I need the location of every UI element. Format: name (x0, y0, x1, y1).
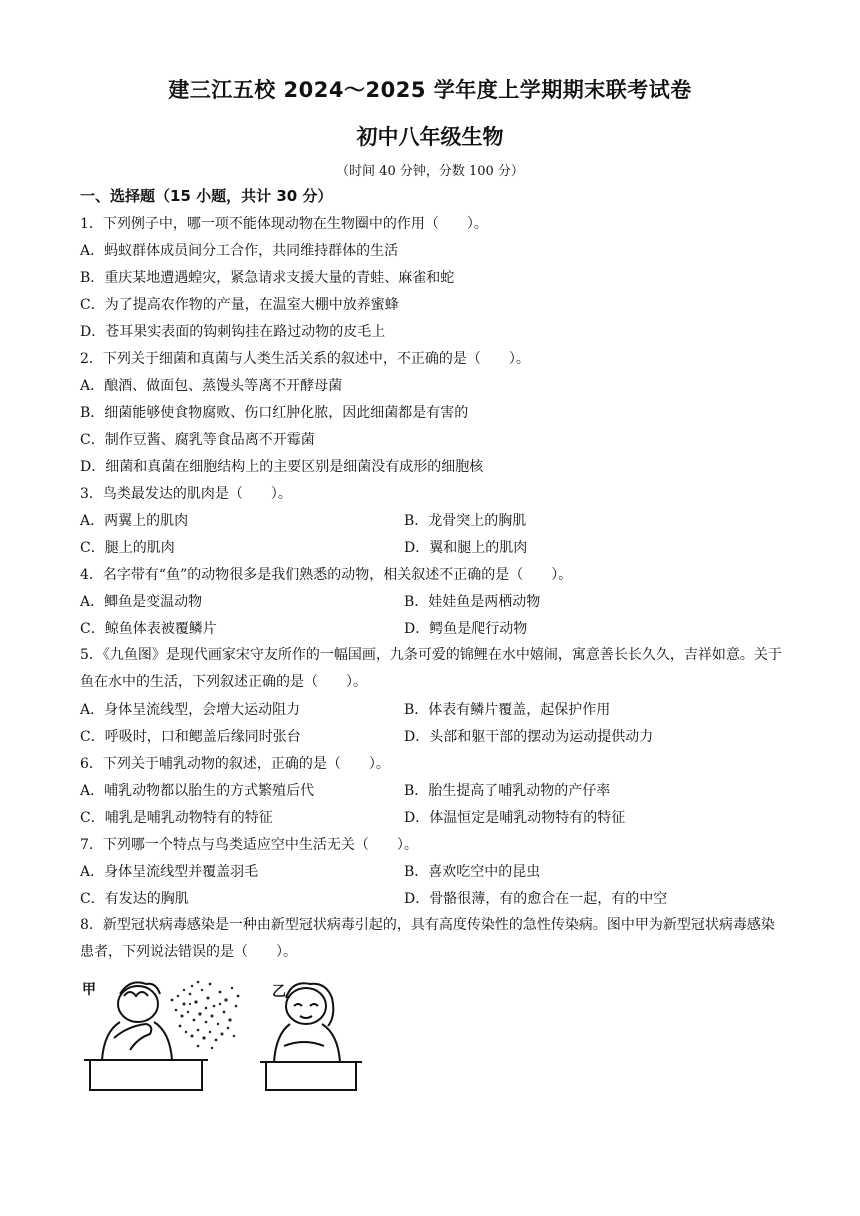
q5-stem: 5．《九鱼图》是现代画家宋守友所作的一幅国画，九条可爱的锦鲤在水中嬉闹，寓意善长长久久，吉祥如意。关于鱼在水中的生活，下列叙述正确的是（ ）。 (80, 647, 782, 690)
q1-option-b: B．重庆某地遭遇蝗灾，紧急请求支援大量的青蛙、麻雀和蛇 (80, 270, 455, 286)
q2-option-c: C．制作豆酱、腐乳等食品离不开霉菌 (80, 432, 315, 448)
q1-stem: 1．下列例子中，哪一项不能体现动物在生物圈中的作用（ ）。 (80, 216, 488, 232)
figure-label-jia: 甲 (82, 982, 96, 998)
exam-title: 建三江五校 2024～2025 学年度上学期期末联考试卷 (168, 78, 692, 102)
section-heading: 一、选择题（15 小题，共计 30 分） (80, 187, 333, 205)
patient-jia-illustration (84, 981, 239, 1090)
q2-option-a: A．酿酒、做面包、蒸馒头等离不开酵母菌 (80, 378, 343, 394)
q3-option-c: C．腿上的肌肉 (80, 540, 175, 556)
q7-option-c: C．有发达的胸肌 (80, 891, 189, 907)
q6-stem: 6．下列关于哺乳动物的叙述，正确的是（ ）。 (80, 756, 390, 772)
q4-option-a: A．鲫鱼是变温动物 (80, 594, 203, 610)
q3-option-b: B．龙骨突上的胸肌 (404, 513, 527, 529)
q4-option-c: C．鲸鱼体表被覆鳞片 (80, 621, 217, 637)
q5-option-d: D．头部和躯干部的摆动为运动提供动力 (404, 729, 654, 745)
q8-figure (80, 976, 370, 1094)
q5-option-c: C．呼吸时，口和鳃盖后缘同时张台 (80, 729, 301, 745)
figure-label-yi: 乙 (272, 984, 286, 1000)
q3-stem: 3．鸟类最发达的肌肉是（ ）。 (80, 486, 292, 502)
q4-option-b: B．娃娃鱼是两栖动物 (404, 594, 541, 610)
q3-option-d: D．翼和腿上的肌肉 (404, 540, 528, 556)
exam-subject: 初中八年级生物 (356, 125, 504, 149)
q7-option-a: A．身体呈流线型并覆盖羽毛 (80, 864, 259, 880)
q2-stem: 2．下列关于细菌和真菌与人类生活关系的叙述中，不正确的是（ ）。 (80, 351, 530, 367)
q1-option-d: D．苍耳果实表面的钩刺钩挂在路过动物的皮毛上 (80, 324, 386, 340)
q2-option-d: D．细菌和真菌在细胞结构上的主要区别是细菌没有成形的细胞核 (80, 459, 484, 475)
q4-option-d: D．鳄鱼是爬行动物 (404, 621, 528, 637)
q5-option-a: A．身体呈流线型，会增大运动阻力 (80, 702, 301, 718)
q8-stem: 8．新型冠状病毒感染是一种由新型冠状病毒引起的，具有高度传染性的急性传染病。图中甲为新型冠状病毒感染患者，下列说法错误的是（ ）。 (80, 917, 775, 960)
q7-option-b: B．喜欢吃空中的昆虫 (404, 864, 541, 880)
q7-stem: 7．下列哪一个特点与鸟类适应空中生活无关（ ）。 (80, 837, 418, 853)
q4-stem: 4．名字带有“鱼”的动物很多是我们熟悉的动物，相关叙述不正确的是（ ）。 (80, 567, 573, 583)
q7-option-d: D．骨骼很薄，有的愈合在一起，有的中空 (404, 891, 668, 907)
q3-option-a: A．两翼上的肌肉 (80, 513, 189, 529)
q6-option-a: A．哺乳动物都以胎生的方式繁殖后代 (80, 783, 315, 799)
q6-option-c: C．哺乳是哺乳动物特有的特征 (80, 810, 273, 826)
q2-option-b: B．细菌能够使食物腐败、伤口红肿化脓，因此细菌都是有害的 (80, 405, 469, 421)
q6-option-b: B．胎生提高了哺乳动物的产仔率 (404, 783, 611, 799)
exam-info: （时间 40 分钟，分数 100 分） (336, 164, 524, 179)
q5-option-b: B．体表有鳞片覆盖，起保护作用 (404, 702, 611, 718)
q6-option-d: D．体温恒定是哺乳动物特有的特征 (404, 810, 626, 826)
q1-option-c: C．为了提高农作物的产量，在温室大棚中放养蜜蜂 (80, 297, 399, 313)
q1-option-a: A．蚂蚁群体成员间分工合作，共同维持群体的生活 (80, 243, 399, 259)
